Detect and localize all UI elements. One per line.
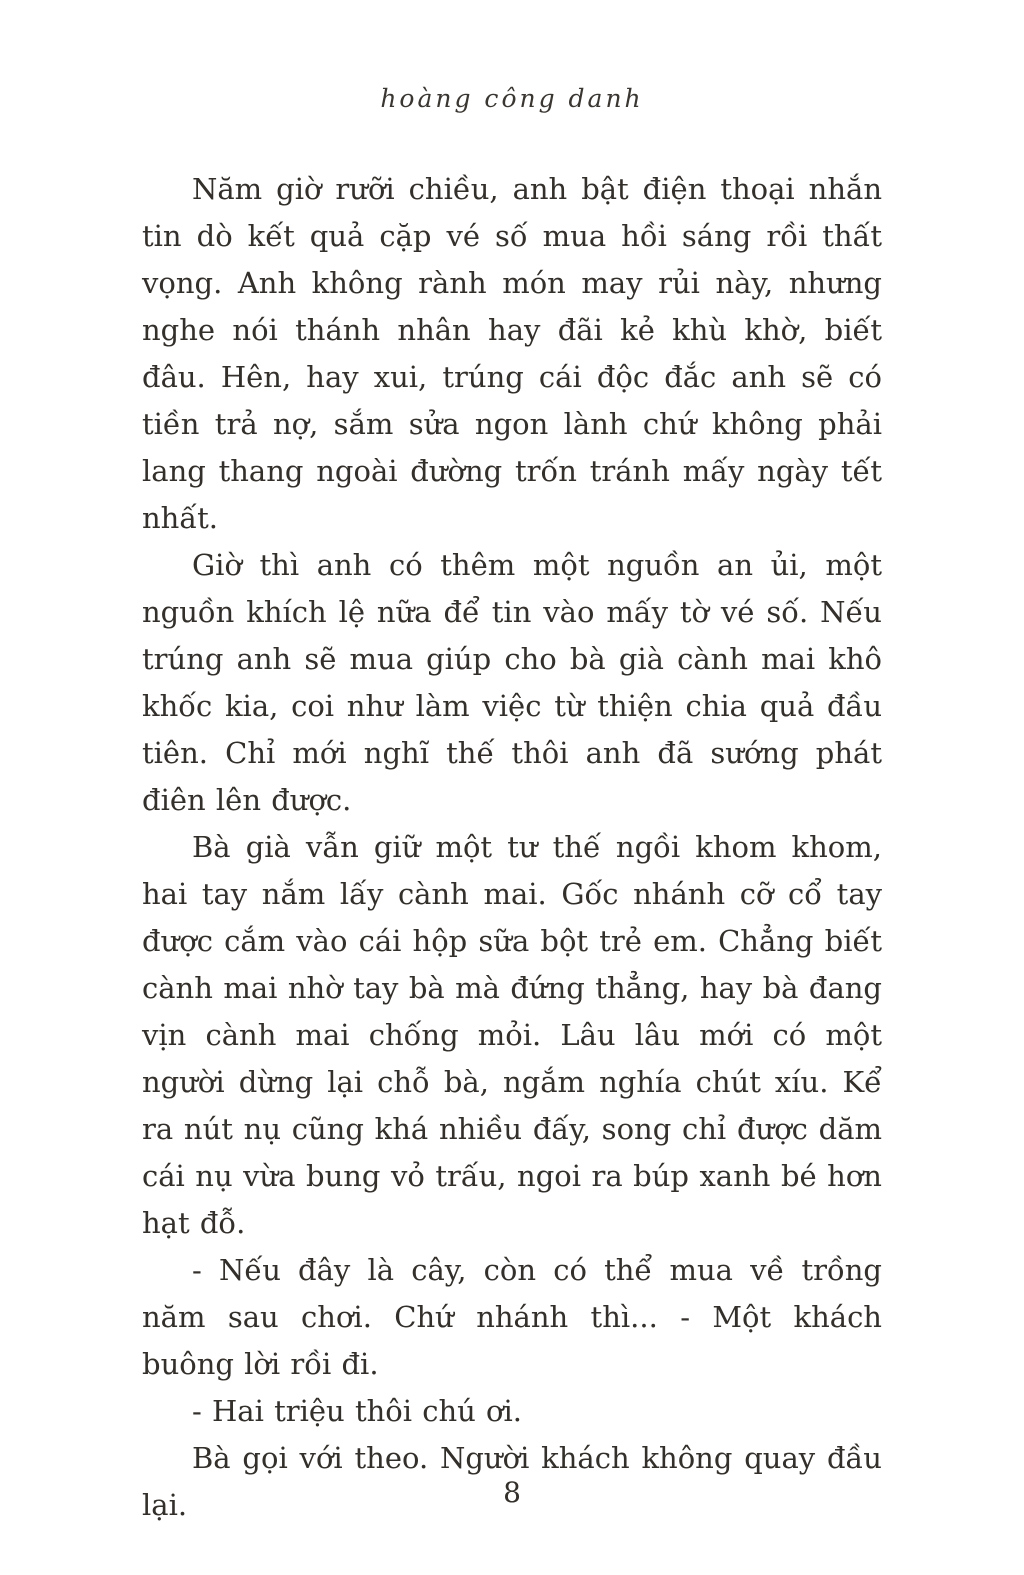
running-head: hoàng công danh [380, 84, 644, 113]
paragraph-5-dialogue: - Hai triệu thôi chú ơi. [192, 1394, 522, 1428]
body-text [142, 166, 882, 1529]
page-number: 8 [503, 1476, 521, 1509]
paragraph-6: Bà gọi với theo. Người khách không quay đầu lại. [142, 1441, 882, 1522]
paragraph-3: Bà già vẫn giữ một tư thế ngồi khom khom, hai tay nắm lấy cành mai. Gốc nhánh cỡ cổ tay được cắm vào cái hộp sữa bột trẻ em. Chẳng biết cành mai nhờ tay bà mà đứng thẳng, hay bà đang vịn cành mai chống mỏi. Lâu lâu mới có một người dừng lại chỗ bà, ngắm nghía chút xíu. Kể ra nút nụ cũng khá nhiều đấy, song chỉ được dăm cái nụ vừa bung vỏ trấu, ngoi ra búp xanh bé hơn hạt đỗ. [142, 830, 882, 1240]
paragraph-2: Giờ thì anh có thêm một nguồn an ủi, một nguồn khích lệ nữa để tin vào mấy tờ vé số. Nếu trúng anh sẽ mua giúp cho bà già cành mai khô khốc kia, coi như làm việc từ thiện chia quả đầu tiên. Chỉ mới nghĩ thế thôi anh đã sướng phát điên lên được. [142, 548, 882, 817]
paragraph-1: Năm giờ rưỡi chiều, anh bật điện thoại nhắn tin dò kết quả cặp vé số mua hồi sáng rồi thất vọng. Anh không rành món may rủi này, nhưng nghe nói thánh nhân hay đãi kẻ khù khờ, biết đâu. Hên, hay xui, trúng cái độc đắc anh sẽ có tiền trả nợ, sắm sửa ngon lành chứ không phải lang thang ngoài đường trốn tránh mấy ngày tết nhất. [142, 172, 882, 535]
paragraph-4-dialogue: - Nếu đây là cây, còn có thể mua về trồng năm sau chơi. Chứ nhánh thì... - Một khách buông lời rồi đi. [142, 1253, 882, 1381]
